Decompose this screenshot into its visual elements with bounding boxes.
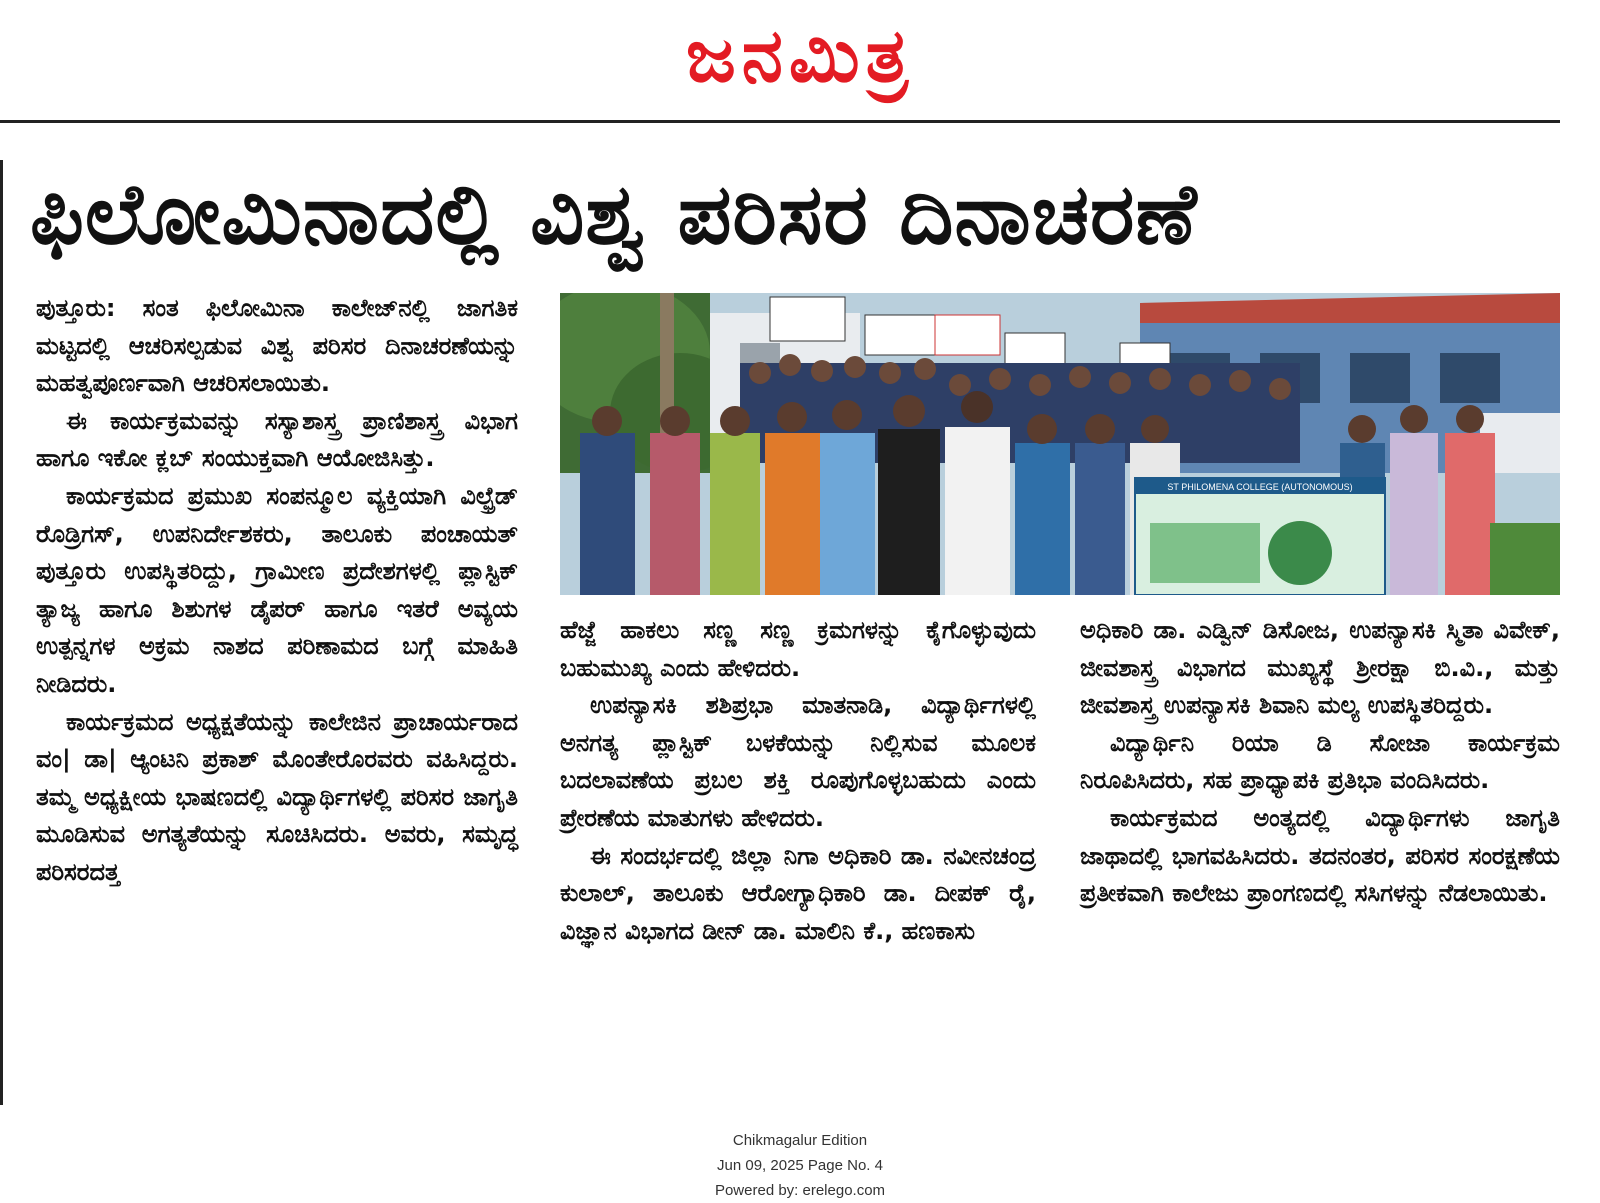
edition-date-page: Jun 09, 2025 Page No. 4 <box>717 1157 883 1174</box>
paragraph: ವಿದ್ಯಾರ್ಥಿನಿ ರಿಯಾ ಡಿ ಸೋಜಾ ಕಾರ್ಯಕ್ರಮ ನಿರೂಪಿಸಿದರು, ಸಹ ಪ್ರಾಧ್ಯಾಪಕಿ ಪ್ರತಿಭಾ ವಂದಿಸಿದರು. <box>1080 728 1560 795</box>
paragraph: ಕಾರ್ಯಕ್ರಮದ ಅಧ್ಯಕ್ಷತೆಯನ್ನು ಕಾಲೇಜಿನ ಪ್ರಾಚಾರ್ಯರಾದ ವಂ| ಡಾ| ಆ್ಯಂಟನಿ ಪ್ರಕಾಶ್ ಮೊಂತೇರೊರವರು ವಹಿಸಿದ್ದರು. ತಮ್ಮ ಅಧ್ಯಕ್ಷೀಯ ಭಾಷಣದಲ್ಲಿ ವಿದ್ಯಾರ್ಥಿಗಳಲ್ಲಿ ಪರಿಸರ ಜಾಗೃತಿ ಮೂಡಿಸುವ ಅಗತ್ಯತೆಯನ್ನು ಸೂಚಿಸಿದರು. ಅವರು, ಸಮೃದ್ಧ ಪರಿಸರದತ್ತ <box>36 707 518 886</box>
edition-footer <box>0 1128 1600 1203</box>
paragraph: ಹೆಜ್ಜೆ ಹಾಕಲು ಸಣ್ಣ ಸಣ್ಣ ಕ್ರಮಗಳನ್ನು ಕೈಗೊಳ್ಳುವುದು ಬಹುಮುಖ್ಯ ಎಂದು ಹೇಳಿದರು. <box>560 616 1036 682</box>
powered-by: Powered by: erelego.com <box>714 1182 886 1199</box>
paragraph: ಕಾರ್ಯಕ್ರಮದ ಪ್ರಮುಖ ಸಂಪನ್ಮೂಲ ವ್ಯಕ್ತಿಯಾಗಿ ವಿಲ್ಫ್ರೆಡ್ ರೊಡ್ರಿಗಸ್, ಉಪನಿರ್ದೇಶಕರು, ತಾಲೂಕು ಪಂಚಾಯತ್ ಪುತ್ತೂರು ಉಪಸ್ಥಿತರಿದ್ದು, ಗ್ರಾಮೀಣ ಪ್ರದೇಶಗಳಲ್ಲಿ ಪ್ಲಾಸ್ಟಿಕ್ ತ್ಯಾಜ್ಯ ಹಾಗೂ ಶಿಶುಗಳ ಡೈಪರ್ ಹಾಗೂ ಇತರೆ ಅವ್ಯಯ ಉತ್ಪನ್ನಗಳ ಅಕ್ರಮ ನಾಶದ ಪರಿಣಾಮದ ಬಗ್ಗೆ ಮಾಹಿತಿ ನೀಡಿದರು. <box>36 481 518 698</box>
masthead <box>0 0 1600 118</box>
article-column-1 <box>36 290 518 1090</box>
article-photo <box>560 293 1560 595</box>
banner-text: ST PHILOMENA COLLEGE (AUTONOMOUS) <box>1167 482 1353 492</box>
paragraph: ಪುತ್ತೂರು: ಸಂತ ಫಿಲೋಮಿನಾ ಕಾಲೇಜ್‌ನಲ್ಲಿ ಜಾಗತಿಕ ಮಟ್ಟದಲ್ಲಿ ಆಚರಿಸಲ್ಪಡುವ ವಿಶ್ವ ಪರಿಸರ ದಿನಾಚರಣೆಯನ್ನು ಮಹತ್ವಪೂರ್ಣವಾಗಿ ಆಚರಿಸಲಾಯಿತು. <box>36 294 518 398</box>
group-photo-icon <box>560 293 1560 595</box>
paragraph: ಈ ಸಂದರ್ಭದಲ್ಲಿ ಜಿಲ್ಲಾ ನಿಗಾ ಅಧಿಕಾರಿ ಡಾ. ನವೀನಚಂದ್ರ ಕುಲಾಲ್, ತಾಲೂಕು ಆರೋಗ್ಯಾಧಿಕಾರಿ ಡಾ. ದೀಪಕ್ ರೈ, ವಿಜ್ಞಾನ ವಿಭಾಗದ ಡೀನ್ ಡಾ. ಮಾಲಿನಿ ಕೆ., ಹಣಕಾಸು <box>560 841 1036 945</box>
edition-name: Chikmagalur Edition <box>732 1132 868 1149</box>
newspaper-logo: ಜನಮಿತ್ರ <box>686 13 914 99</box>
article-column-3 <box>1080 612 1560 1090</box>
masthead-divider <box>0 120 1560 123</box>
paragraph: ಅಧಿಕಾರಿ ಡಾ. ಎಡ್ವಿನ್ ಡಿಸೋಜ, ಉಪನ್ಯಾಸಕಿ ಸ್ಮಿತಾ ವಿವೇಕ್, ಜೀವಶಾಸ್ತ್ರ ವಿಭಾಗದ ಮುಖ್ಯಸ್ಥೆ ಶ್ರೀರಕ್ಷಾ ಬಿ.ವಿ., ಮತ್ತು ಜೀವಶಾಸ್ತ್ರ ಉಪನ್ಯಾಸಕಿ ಶಿವಾನಿ ಮಲ್ಯ ಉಪಸ್ಥಿತರಿದ್ದರು. <box>1080 616 1560 720</box>
paragraph: ಉಪನ್ಯಾಸಕಿ ಶಶಿಪ್ರಭಾ ಮಾತನಾಡಿ, ವಿದ್ಯಾರ್ಥಿಗಳಲ್ಲಿ ಅನಗತ್ಯ ಪ್ಲಾಸ್ಟಿಕ್ ಬಳಕೆಯನ್ನು ನಿಲ್ಲಿಸುವ ಮೂಲಕ ಬದಲಾವಣೆಯ ಪ್ರಬಲ ಶಕ್ತಿ ರೂಪುಗೊಳ್ಳಬಹುದು ಎಂದು ಪ್ರೇರಣೆಯ ಮಾತುಗಳು ಹೇಳಿದರು. <box>560 691 1036 832</box>
left-column-rule <box>0 160 3 1105</box>
paragraph: ಕಾರ್ಯಕ್ರಮದ ಅಂತ್ಯದಲ್ಲಿ ವಿದ್ಯಾರ್ಥಿಗಳು ಜಾಗೃತಿ ಜಾಥಾದಲ್ಲಿ ಭಾಗವಹಿಸಿದರು. ತದನಂತರ, ಪರಿಸರ ಸಂರಕ್ಷಣೆಯ ಪ್ರತೀಕವಾಗಿ ಕಾಲೇಜು ಪ್ರಾಂಗಣದಲ್ಲಿ ಸಸಿಗಳನ್ನು ನೆಡಲಾಯಿತು. <box>1080 803 1560 908</box>
article-headline: ಫಿಲೋಮಿನಾದಲ್ಲಿ ವಿಶ್ವ ಪರಿಸರ ದಿನಾಚರಣೆ <box>30 165 1198 263</box>
paragraph: ಈ ಕಾರ್ಯಕ್ರಮವನ್ನು ಸಸ್ಯಾಶಾಸ್ತ್ರ ಪ್ರಾಣಿಶಾಸ್ತ್ರ ವಿಭಾಗ ಹಾಗೂ ಇಕೋ ಕ್ಲಬ್ ಸಂಯುಕ್ತವಾಗಿ ಆಯೋಜಿಸಿತ್ತು. <box>36 406 518 473</box>
article-column-2 <box>560 612 1036 1090</box>
